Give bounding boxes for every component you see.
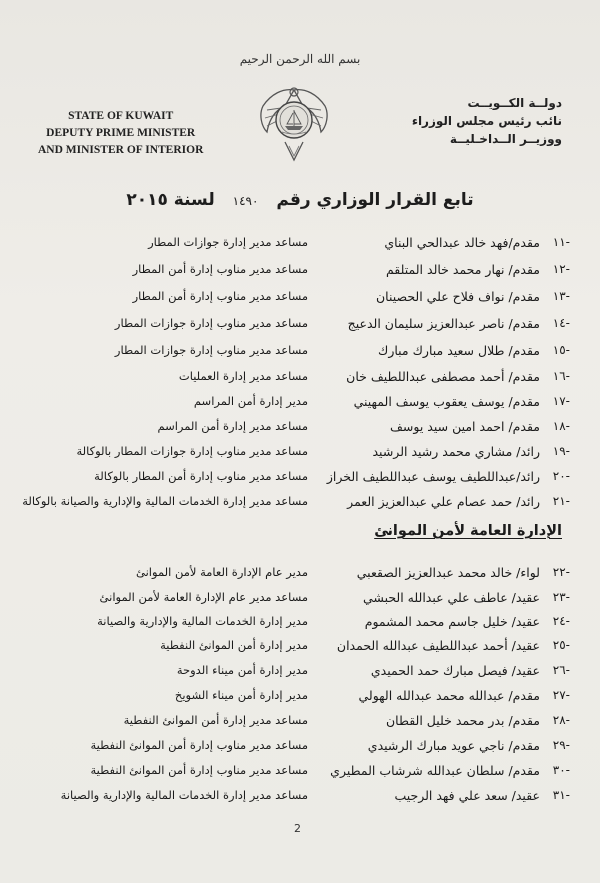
list-item (40, 614, 570, 634)
position-title: مساعد مدير عام الإدارة العامة لأمن الموانئ (99, 590, 308, 604)
person-name: مقدم/ نواف فلاح علي الحصينان (375, 289, 540, 304)
list-item (40, 394, 570, 414)
item-number: -١٧ (552, 394, 570, 408)
letterhead-en-line: AND MINISTER OF INTERIOR (38, 144, 204, 156)
item-number: -٢٩ (552, 738, 570, 752)
list-item (40, 289, 570, 309)
letterhead-arabic (412, 94, 562, 148)
position-title: مساعد مدير مناوب إدارة أمن المطار بالوكالة (94, 469, 308, 483)
letterhead-en-line: DEPUTY PRIME MINISTER (46, 127, 196, 139)
list-item (40, 565, 570, 585)
list-item (40, 688, 570, 708)
position-title: مدير عام الإدارة العامة لأمن الموانئ (136, 565, 308, 579)
person-name: عقيد/ سعد علي فهد الرجيب (394, 788, 540, 803)
person-name: مقدم/ ناجي عويد مبارك الرشيدي (367, 738, 540, 753)
letterhead-ar-line: ووزيــر الــداخـليــة (449, 132, 562, 146)
position-title: مساعد مدير مناوب إدارة أمن الموانئ النفطية (90, 738, 308, 752)
position-title: مدير إدارة أمن ميناء الدوحة (176, 663, 308, 677)
list-item (40, 788, 570, 808)
person-name: مقدم/ يوسف يعقوب يوسف المهيني (353, 394, 540, 409)
item-number: -١٥ (552, 343, 570, 357)
decree-title (0, 190, 600, 210)
person-name: مقدم/ أحمد مصطفى عبداللطيف خان (346, 369, 540, 384)
person-name: عقيد/ عاطف علي عبدالله الحبشي (363, 590, 540, 605)
position-title: مساعد مدير مناوب إدارة أمن المطار (132, 289, 308, 303)
item-number: -١٤ (552, 316, 570, 330)
person-name: رائد/ حمد عصام علي عبدالعزيز العمر (347, 494, 540, 509)
person-name: مقدم/ نهار محمد خالد المتلقم (385, 262, 540, 277)
position-title: مدير إدارة أمن الموانئ النفطية (160, 638, 308, 652)
item-number: -٢٥ (552, 638, 570, 652)
person-name: مقدم/ سلطان عبدالله شرشاب المطيري (330, 763, 540, 778)
person-name: مقدم/ عبدالله محمد عبدالله الهولي (358, 688, 540, 703)
item-number: -٢٨ (552, 713, 570, 727)
item-number: -٣١ (552, 788, 570, 802)
position-title: مدير إدارة أمن المراسم (193, 394, 308, 408)
person-name: مقدم/ ناصر عبدالعزيز سليمان الدعيج (347, 316, 540, 331)
list-item (40, 235, 570, 255)
item-number: -٢٣ (552, 590, 570, 604)
position-title: مساعد مدير إدارة الخدمات المالية والإدارية والصيانة بالوكالة (22, 494, 308, 508)
item-number: -١٣ (552, 289, 570, 303)
item-number: -٢٦ (552, 663, 570, 677)
item-number: -٢١ (552, 494, 570, 508)
position-title: مساعد مدير إدارة جوازات المطار (148, 235, 308, 249)
decree-number: ١٤٩٠ (232, 194, 259, 208)
item-number: -٢٠ (552, 469, 570, 483)
person-name: رائد/ مشاري محمد رشيد الرشيد (372, 444, 540, 459)
list-item (40, 469, 570, 489)
person-name: عقيد/ فيصل مبارك حمد الحميدي (370, 663, 540, 678)
position-title: مساعد مدير مناوب إدارة أمن الموانئ النفطية (90, 763, 308, 777)
list-item (40, 343, 570, 363)
item-number: -١٨ (552, 419, 570, 433)
position-title: مساعد مدير مناوب إدارة جوازات المطار بالوكالة (76, 444, 308, 458)
list-item (40, 419, 570, 439)
list-item (40, 663, 570, 683)
person-name: مقدم/ احمد امين سيد يوسف (389, 419, 540, 434)
person-name: مقدم/ طلال سعيد مبارك مبارك (378, 343, 540, 358)
person-name: رائد/عبداللطيف يوسف عبداللطيف الخراز (326, 469, 540, 484)
list-item (40, 369, 570, 389)
letterhead-en-line: STATE OF KUWAIT (68, 110, 174, 122)
letterhead-ar-line: نائب رئيس مجلس الوزراء (411, 114, 562, 128)
person-name: عقيد/ خليل جاسم محمد المشموم (364, 614, 540, 629)
list-item (40, 444, 570, 464)
person-name: عقيد/ أحمد عبداللطيف عبدالله الحمدان (336, 638, 540, 653)
decree-title-prefix: تابع القرار الوزاري رقم (276, 190, 474, 210)
item-number: -١٦ (552, 369, 570, 383)
item-number: -١١ (552, 235, 570, 249)
decree-year: لسنة ٢٠١٥ (126, 190, 215, 210)
letterhead-ar-line: دولــة الكــويــت (467, 96, 562, 110)
person-name: لواء/ خالد محمد عبدالعزيز الصقعبي (356, 565, 540, 580)
item-number: -٢٢ (552, 565, 570, 579)
item-number: -٢٧ (552, 688, 570, 702)
item-number: -٢٤ (552, 614, 570, 628)
page-number: 2 (294, 822, 301, 835)
list-item (22, 494, 570, 514)
person-name: مقدم/ بدر محمد خليل القطان (385, 713, 540, 728)
item-number: -٣٠ (552, 763, 570, 777)
position-title: مساعد مدير إدارة أمن المراسم (157, 419, 308, 433)
list-item (40, 262, 570, 282)
position-title: مساعد مدير إدارة الخدمات المالية والإدارية والصيانة (60, 788, 308, 802)
list-item (40, 738, 570, 758)
list-item (40, 763, 570, 783)
item-number: -١٩ (552, 444, 570, 458)
position-title: مساعد مدير إدارة العمليات (178, 369, 308, 383)
position-title: مدير إدارة أمن ميناء الشويخ (174, 688, 308, 702)
position-title: مساعد مدير مناوب إدارة جوازات المطار (114, 316, 308, 330)
list-item (40, 638, 570, 658)
position-title: مساعد مدير مناوب إدارة جوازات المطار (114, 343, 308, 357)
kuwait-emblem-icon (255, 80, 333, 164)
list-item (40, 590, 570, 610)
list-item (40, 713, 570, 733)
person-name: مقدم/فهد خالد عبدالحي البناي (384, 235, 540, 250)
section-heading: الإدارة العامة لأمن الموانئ (374, 523, 562, 539)
list-item (40, 316, 570, 336)
position-title: مساعد مدير مناوب إدارة أمن المطار (132, 262, 308, 276)
position-title: مساعد مدير إدارة أمن الموانئ النفطية (123, 713, 308, 727)
item-number: -١٢ (552, 262, 570, 276)
position-title: مدير إدارة الخدمات المالية والإدارية والصيانة (97, 614, 308, 628)
letterhead-english (38, 108, 203, 159)
basmala: بسم الله الرحمن الرحيم (239, 52, 361, 66)
